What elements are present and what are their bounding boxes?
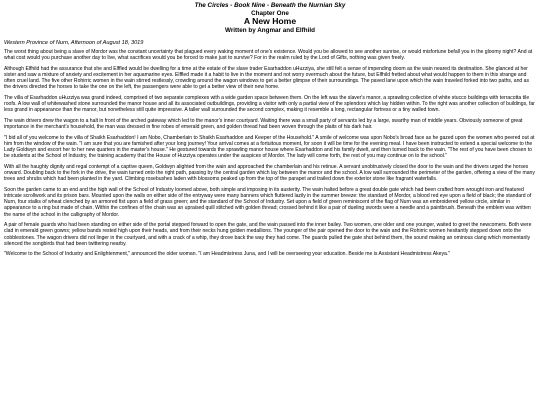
document-header — [4, 2, 536, 34]
paragraph: Although Elfhild had the assurance that she and Elffled would be dwelling for a time at the estate of the slave trader Esarhaddon uHuzziya, she still felt a sense of impending doom as the wain neared its destination. She glanced at her sister and saw a mixture of anxiety and excitement in her aquamarine eyes. Elffled made it a habit to live in the moment and not worry overmuch about the future, but Elfhild fretted about what would happen to them in this strange and often cruel land. The five other Rohirric women in the wain stirred restlessly, crowding around the wagon windows to get a better glimpse of their surroundings. The paved lane upon which the wain traveled forked into two paths, and as the drivers directed the horses to take the one on the left, the passengers were able to get a better view of their new home. — [4, 66, 530, 91]
story-body — [4, 49, 536, 257]
paragraph: With all the haughty dignity and regal contempt of a captive queen, Goldwyn alighted from the wain and approached the chamberlain and his retinue. A servant unobtrusively closed the door to the wain and the drivers urged the horses onward. Doubling back to the fork in the drive, the wain turned onto the right path, passing by the central garden which lay between the manor and the school. A low wall surrounded the perimeter of the garden, offering a view of the many trees and shrubs which had been planted in the yard. Climbing rosebushes laden with blossoms peaked up from the top of the parapet and trailed down the exterior stone like fragrant waterfalls. — [4, 164, 535, 183]
author-byline: Written by Angmar and Elfhild — [225, 26, 315, 34]
paragraph: A pair of female guards who had been standing on either side of the portal stepped forward to open the gate, and the wain passed into the inner bailey. Two women, one older and one younger, waited to greet the newcomers. Both were clad in emerald green gowns; yellow bands rested high upon their heads, and from their necks hung golden medallions. The younger of the pair opened the door to the wain and the Rohirric women hesitantly stepped down onto the cobblestones. The wagon drivers did not linger in the courtyard, and with a crack of a whip, they drove back the way they had come. The guards pulled the gate shut behind them, the sound making an ominous clang which momentarily silenced the songbirds that had been twittering nearby. — [4, 222, 532, 247]
paragraph: "Welcome to the School of Industry and Enlightenment," announced the older woman. "I am Headmistress Juna, and I will be overseeing your education. Beside me is Assistant Headmistress Akeya." — [4, 251, 451, 258]
dateline: Western Province of Nurn, Afternoon of August 18, 3019 — [4, 40, 144, 47]
paragraph: The wain drivers drew the wagon to a halt in front of the arched gateway which led to the manor's inner courtyard. Waiting there was a small party of servants led by a large, swarthy man of middle years. Obviously someone of great importance in the merchant's household, the man was dressed in fine robes of emerald green, and golden thread had been woven through the plaits of his dark hair. — [4, 118, 523, 131]
paragraph: The worst thing about being a slave of Mordor was the constant uncertainty that plagued every waking moment of one's existence. Would you be allowed to see another sunrise, or would misfortune befall you in the gloomy night? And at what cost would you purchase another day to live, what sacrifices would you be forced to make just to survive? For in the realm ruled by the Lord of Gifts, nothing was given freely. — [4, 49, 533, 62]
paragraph: The villa of Esarhaddon uHuzziya was grand indeed, comprised of two separate complexes with a wide garden space between them. On the left was the slaver's manor, a sprawling collection of white stucco buildings with terracotta tile roofs. A low wall of whitewashed stone surrounded the manor house and all its associated outbuildings, providing a visitor with only a partial view of the splendors which lay hidden within. To the right was another collection of buildings, far less grand in appearance than the manor, but nonetheless still quite impressive. A taller wall surrounded the second complex, making it resemble a long, rectangular fortress or a tiny walled town. — [4, 95, 535, 114]
paragraph: "I bid all of you welcome to the villa of Shaikh Esarhaddon! I am Nobo, Chamberlain to Shaikh Esarhaddon and Keeper of the Household." A smile of welcome was upon Nobo's broad face as he gazed upon the women who peered out at him from the window of the wain. "I am sure that you are famished after your long journey! Your arrival comes at a fortuitous moment, for soon it will be time for the evening meal. I have been instructed to extend a special welcome to the Lady Goldwyn and escort her to her new quarters in the master's house." He gestured towards the sprawling manor house where Esarhaddon and his family dwelt, and then turned back to the wain. "The rest of you have been chosen to be students at the School of Industry, the training academy that the House of Huzziya operates under the auspices of Mordor. The lady will come forth, the rest of you may continue on to the school." — [4, 135, 535, 160]
chapter-title: A New Home — [243, 16, 297, 27]
series-title: The Circles - Book Nine - Beneath the Nurnian Sky — [194, 2, 346, 9]
paragraph: Soon the garden came to an end and the high wall of the School of Industry loomed above, both simple and imposing in its austerity. The wain halted before a great double gate which had been crafted from wrought iron and featured intricate scrollwork and its prison bars. Mounted upon the walls on either side of the entryway were many banners which fluttered lazily in the summer breeze: the standard of Mordor, a blood red eye upon a field of black; the standard of Nurn, four stalks of wheat clenched by an armored fist upon a field of grass green; and the standard of the School of Industry. Set upon a field of green reminiscent of the flag of Nurn was an embroidered yellow circle, similar in appearance to a ring but made of chain. Within the confines of the chain was an upraised quill stitched with golden thread; crossed behind it like a pair of dueling swords were a needle and a paintbrush. Beneath the emblem was written the name of the school in the calligraphy of Mordor. — [4, 187, 532, 218]
chapter-number: Chapter One — [251, 9, 289, 17]
